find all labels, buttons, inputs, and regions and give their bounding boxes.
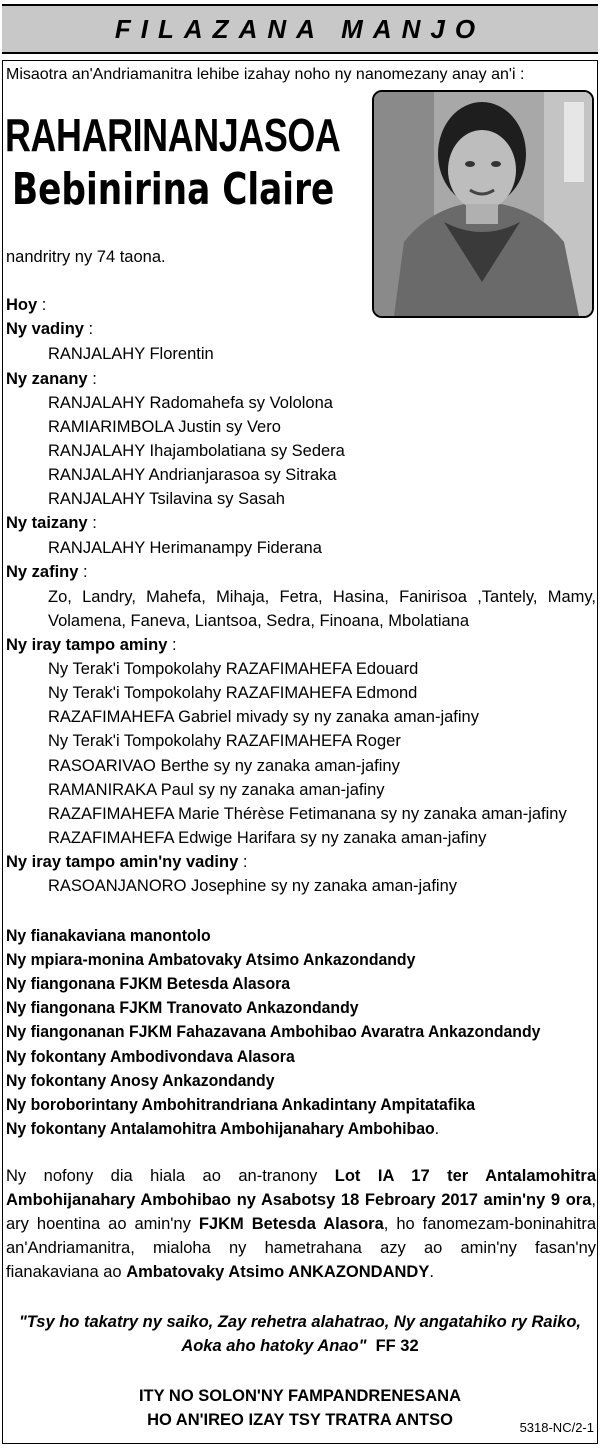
list-item: RAMANIRAKA Paul sy ny zanaka aman-jafiny: [48, 781, 385, 799]
organization-line: Ny fiangonanan FJKM Fahazavana Ambohibao Avaratra Ankazondandy: [6, 1022, 541, 1041]
list-item: RASOARIVAO Berthe sy ny zanaka aman-jafiny: [48, 757, 400, 775]
zafiny-line: Volamena, Faneva, Liantsoa, Sedra, Finoana, Mbolatiana: [48, 612, 470, 630]
list-item: Ny Terak'i Tompokolahy RAZAFIMAHEFA Roger: [48, 732, 401, 750]
organization-line: Ny fiangonana FJKM Betesda Alasora: [6, 974, 291, 993]
zafiny-line: Zo, Landry, Mahefa, Mihaja, Fetra, Hasina, Fanirisoa ,Tantely, Mamy,: [48, 588, 596, 606]
header-title: FILAZANA MANJO: [114, 13, 486, 44]
intro-text: Misaotra an'Andriamanitra lehibe izahay noho ny nanomezany anay an'i :: [6, 66, 525, 83]
list-item: RAZAFIMAHEFA Gabriel mivady sy ny zanaka aman-jafiny: [48, 708, 479, 726]
section-label-zanany: Ny zanany :: [6, 370, 97, 388]
age-text: nandritry ny 74 taona.: [6, 248, 166, 266]
organization-line: Ny fokontany Ambodivondava Alasora: [6, 1047, 295, 1066]
list-item: RANJALAHY Ihajambolatiana sy Sedera: [48, 442, 345, 460]
list-item: RAZAFIMAHEFA Marie Thérèse Fetimanana sy ny zanaka aman-jafiny: [48, 805, 567, 823]
list-item: Ny Terak'i Tompokolahy RAZAFIMAHEFA Edmond: [48, 684, 418, 702]
list-item: RAZAFIMAHEFA Edwige Harifara sy ny zanaka aman-jafiny: [48, 829, 487, 847]
organization-line: Ny fokontany Anosy Ankazondandy: [6, 1071, 275, 1090]
section-label-iray-tampo: Ny iray tampo aminy :: [6, 636, 177, 654]
closing-notice: ITY NO SOLON'NY FAMPANDRENESANA HO AN'IREO IZAY TSY TRATRA ANTSO: [138, 1387, 462, 1429]
list-item: RANJALAHY Andrianjarasoa sy Sitraka: [48, 466, 337, 484]
organization-line: Ny fokontany Antalamohitra Ambohijanahary Ambohibao.: [6, 1119, 440, 1138]
deceased-surname: RAHARINANJASOA: [5, 109, 341, 161]
organization-line: Ny boroborintany Ambohitrandriana Ankadintany Ampitatafika: [6, 1095, 476, 1114]
list-item: Ny Terak'i Tompokolahy RAZAFIMAHEFA Edouard: [48, 660, 419, 678]
organization-line: Ny fianakaviana manontolo: [6, 926, 211, 945]
funeral-announcement: Ny nofony dia hiala ao an-tranony Lot IA 17 ter Antalamohitra Ambohijanahary Ambohibao ny Asabotsy 18 Febroary 2017 amin'ny 9 ora, ary hoentina ao amin'ny FJKM Betesda Alasora, ho fanomezam-boninahitra an'Andriamanitra, mialoha ny hametrahana azy ao amin'ny fasan'ny fianakaviana ao Ambatovaky Atsimo ANKAZONDANDY.: [6, 1167, 597, 1281]
list-item: RANJALAHY Radomahefa sy Vololona: [48, 394, 333, 412]
hoy-label: Hoy :: [6, 296, 47, 314]
list-item: RANJALAHY Tsilavina sy Sasah: [48, 490, 285, 508]
hymn-quote: "Tsy ho takatry ny saiko, Zay rehetra alahatrao, Ny angatahiko ry Raiko, Aoka aho hatoky Anao" FF 32: [18, 1313, 581, 1355]
deceased-given-names: Bebinirina Claire: [12, 164, 335, 215]
list-item: RAMIARIMBOLA Justin sy Vero: [48, 418, 281, 436]
header-banner: [2, 4, 598, 54]
organization-line: Ny fiangonana FJKM Tranovato Ankazondandy: [6, 998, 359, 1017]
reference-code: 5318-NC/2-1: [519, 1420, 594, 1435]
organization-line: Ny mpiara-monina Ambatovaky Atsimo Ankazondandy: [6, 950, 416, 969]
list-item: RANJALAHY Herimanampy Fiderana: [48, 539, 322, 557]
list-item: RASOANJANORO Josephine sy ny zanaka aman-jafiny: [48, 877, 458, 895]
section-label-vadiny: Ny vadiny :: [6, 320, 94, 338]
section-label-zafiny: Ny zafiny :: [6, 563, 88, 581]
deceased-photo: [372, 90, 594, 318]
section-label-iray-tampo-vadiny: Ny iray tampo amin'ny vadiny :: [6, 853, 248, 871]
portrait-image: [374, 92, 592, 316]
section-label-taizany: Ny taizany :: [6, 514, 97, 532]
list-item: RANJALAHY Florentin: [48, 345, 214, 363]
